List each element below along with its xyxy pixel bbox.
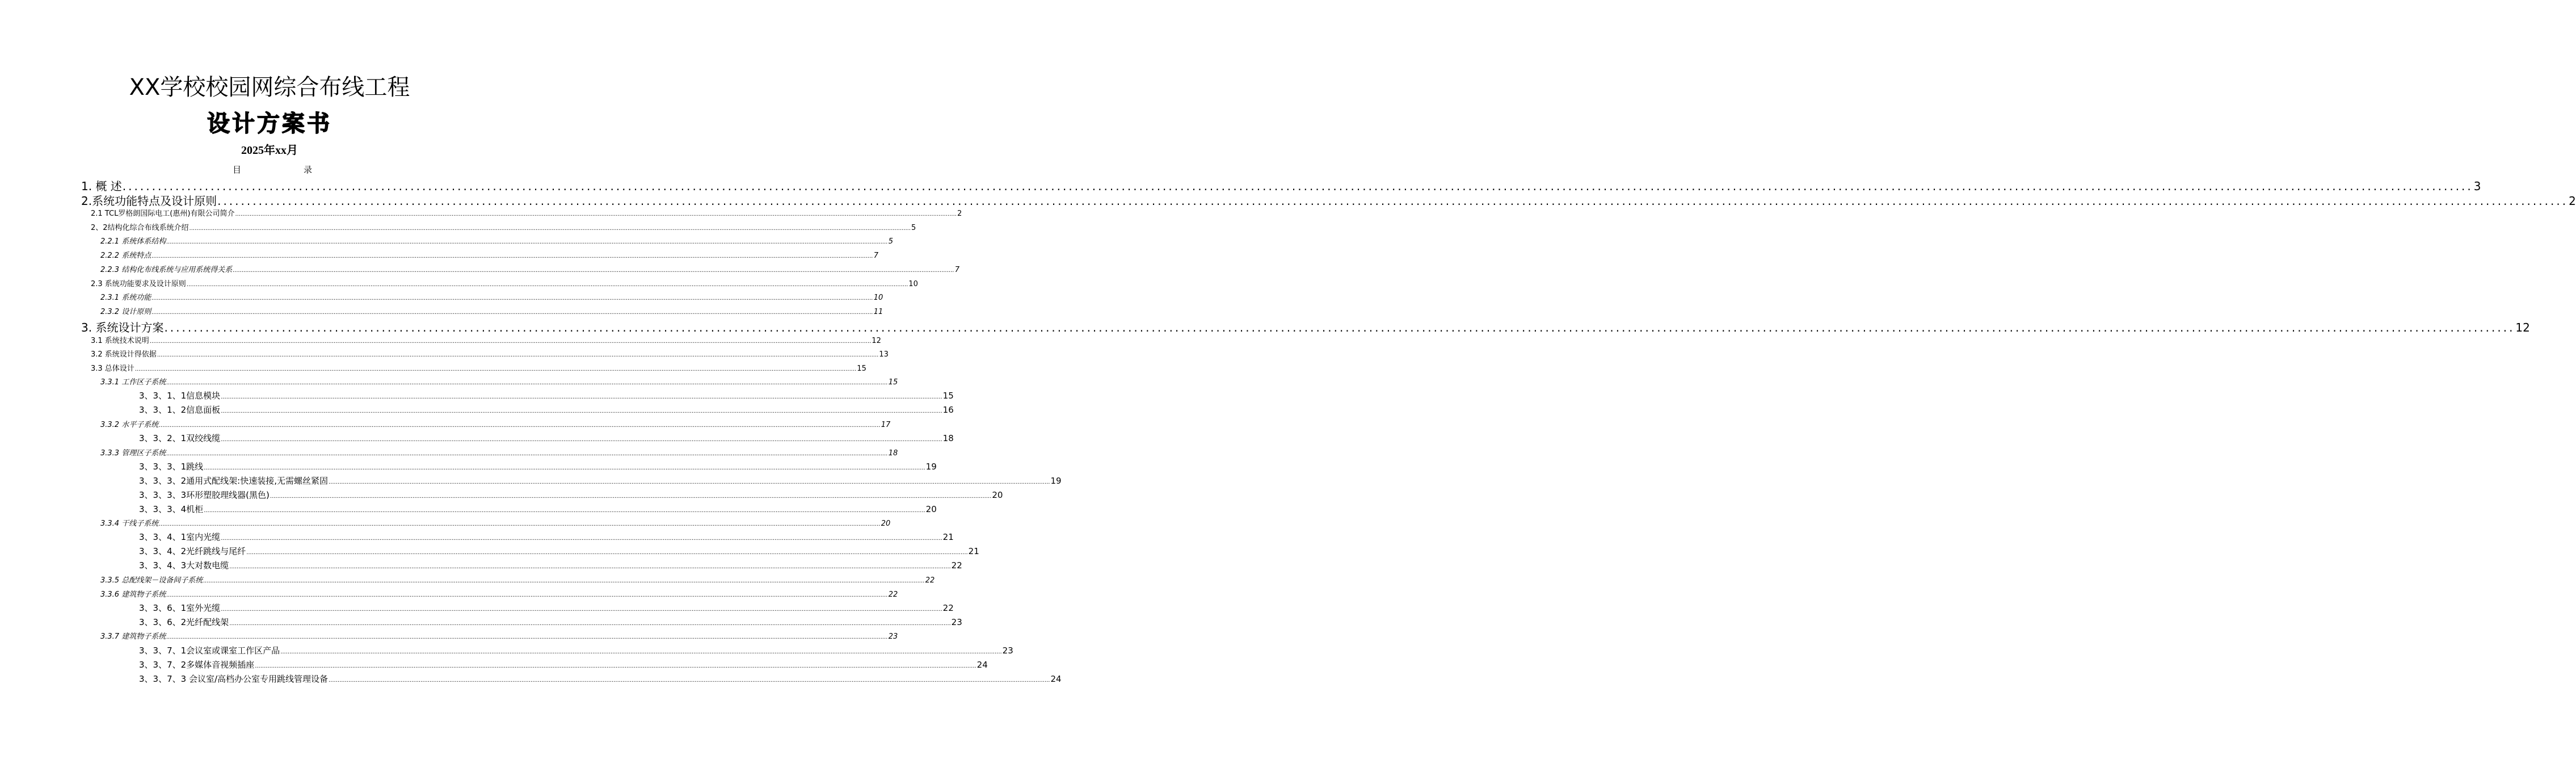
document-date: 2025年xx月 [241,144,298,157]
toc-entry-page: 12 [872,337,881,345]
toc-entry[interactable] [100,305,883,317]
toc-entry-page: 24 [1050,674,1062,684]
toc-entry[interactable] [91,221,916,233]
toc-entry-page: 23 [1002,645,1013,656]
toc-leader-dots: ................................................................................................................................................................................................................................................................................................................................................................................................................ [229,621,951,627]
toc-leader-dots: ................................................................................................................................................................................................................................................................................................................................................................................................................ [166,592,888,598]
toc-entry-label: 3、3、7、2多媒体音视频插座 [139,660,255,670]
toc-entry[interactable] [100,418,891,430]
toc-leader-dots: ................................................................................................................................................................................................................................................................................................................................................................................................................ [164,321,2515,334]
toc-leader-dots: ................................................................................................................................................................................................................................................................................................................................................................................................................ [204,465,925,471]
toc-entry[interactable] [91,207,962,219]
toc-leader-dots: ................................................................................................................................................................................................................................................................................................................................................................................................................ [221,394,942,400]
toc-entry-page: 22 [888,590,898,599]
toc-leader-dots: ................................................................................................................................................................................................................................................................................................................................................................................................................ [221,535,942,542]
toc-entry-label: 1. 概 述 [81,179,122,193]
toc-entry[interactable] [139,602,954,614]
toc-entry-label: 2.3.1 系统功能 [100,294,151,302]
toc-entry-page: 18 [942,433,954,443]
toc-entry-label: 3、3、7、1会议室或课室工作区产品 [139,645,280,656]
toc-entry-page: 15 [888,378,898,387]
toc-entry-page: 2 [957,209,962,218]
toc-leader-dots: ................................................................................................................................................................................................................................................................................................................................................................................................................ [189,225,911,232]
toc-entry[interactable] [100,263,959,275]
toc-entry-label: 3、3、2、1双绞线缆 [139,433,221,443]
toc-entry-label: 3.3.4 干线子系统 [100,519,159,528]
toc-entry[interactable] [100,249,878,261]
toc-entry-page: 10 [873,294,883,302]
toc-entry-label: 3、3、7、3 会议室/高档办公室专用跳线管理设备 [139,674,328,684]
toc-entry-page: 23 [951,617,962,627]
toc-leader-dots: ................................................................................................................................................................................................................................................................................................................................................................................................................ [159,521,881,527]
toc-entry-label: 3、3、4、2光纤跳线与尾纤 [139,546,246,556]
toc-entry-page: 2 [2569,194,2576,208]
toc-entry-page: 20 [992,490,1003,500]
toc-entry-label: 2、2结构化综合布线系统介绍 [91,224,189,232]
toc-entry[interactable] [139,389,954,402]
toc-entry[interactable] [91,334,881,346]
toc-leader-dots: ................................................................................................................................................................................................................................................................................................................................................................................................................ [151,309,873,316]
document-title: XX学校校园网综合布线工程 [129,74,410,100]
toc-entry-label: 2.3.2 设计原则 [100,308,151,316]
toc-entry-page: 15 [942,391,954,401]
toc-leader-dots: ................................................................................................................................................................................................................................................................................................................................................................................................................ [255,663,976,669]
toc-entry-label: 3、3、4、3大对数电缆 [139,560,229,571]
toc-leader-dots: ................................................................................................................................................................................................................................................................................................................................................................................................................ [221,408,942,414]
toc-entry[interactable] [100,291,883,303]
toc-leader-dots: ................................................................................................................................................................................................................................................................................................................................................................................................................ [122,179,2473,193]
toc-leader-dots: ................................................................................................................................................................................................................................................................................................................................................................................................................ [157,352,879,358]
toc-entry[interactable] [139,460,937,473]
toc-entry[interactable] [139,503,937,515]
toc-leader-dots: ................................................................................................................................................................................................................................................................................................................................................................................................................ [280,649,1002,655]
toc-leader-dots: ................................................................................................................................................................................................................................................................................................................................................................................................................ [186,282,908,288]
toc-entry-page: 22 [942,603,954,613]
toc-leader-dots: ................................................................................................................................................................................................................................................................................................................................................................................................................ [166,380,888,386]
toc-entry-label: 3.3.1 工作区子系统 [100,378,166,387]
toc-leader-dots: ................................................................................................................................................................................................................................................................................................................................................................................................................ [329,479,1050,485]
toc-entry[interactable] [139,531,954,543]
toc-entry[interactable] [139,475,1062,487]
toc-entry-page: 22 [925,576,935,585]
toc-leader-dots: ................................................................................................................................................................................................................................................................................................................................................................................................................ [204,508,925,514]
toc-entry-page: 20 [881,519,891,528]
toc-entry-label: 3.3.6 建筑物子系统 [100,590,166,599]
toc-entry-label: 2.1 TCL罗格朗国际电工(惠州)有限公司简介 [91,209,235,218]
toc-entry-page: 21 [942,532,954,542]
toc-entry-label: 3.3.7 建筑物子系统 [100,632,166,641]
toc-leader-dots: ................................................................................................................................................................................................................................................................................................................................................................................................................ [270,493,992,500]
toc-heading-char-1: 目 [233,165,242,175]
toc-entry[interactable] [100,447,898,458]
toc-leader-dots: ................................................................................................................................................................................................................................................................................................................................................................................................................ [149,338,872,345]
toc-entry-page: 11 [873,308,883,316]
toc-entry[interactable] [91,348,889,359]
toc-entry-label: 2.2.2 系统特点 [100,251,151,260]
toc-entry[interactable] [100,574,935,585]
toc-leader-dots: ................................................................................................................................................................................................................................................................................................................................................................................................................ [233,267,954,274]
toc-entry[interactable] [139,644,1013,657]
toc-entry-label: 3、3、3、4机柜 [139,504,204,514]
toc-leader-dots: ................................................................................................................................................................................................................................................................................................................................................................................................................ [217,194,2569,208]
toc-entry-page: 19 [1050,476,1062,486]
toc-entry[interactable] [91,362,866,374]
toc-entry-label: 3、3、3、2通用式配线架:快速装接,无需螺丝紧固 [139,476,328,486]
toc-entry-label: 3.3.2 水平子系统 [100,421,159,429]
toc-entry[interactable] [139,559,962,572]
toc-entry[interactable] [139,489,1003,501]
toc-entry-page: 5 [888,237,893,246]
toc-entry[interactable] [139,545,979,557]
toc-leader-dots: ................................................................................................................................................................................................................................................................................................................................................................................................................ [221,606,942,613]
toc-entry-label: 3、3、6、2光纤配线架 [139,617,229,627]
toc-entry-page: 20 [925,504,937,514]
toc-heading-char-2: 录 [303,165,312,175]
toc-entry-label: 3、3、3、1跳线 [139,462,204,472]
toc-heading [233,164,312,175]
toc-leader-dots: ................................................................................................................................................................................................................................................................................................................................................................................................................ [134,366,857,372]
toc-entry-label: 3、3、4、1室内光缆 [139,532,221,542]
toc-entry-label: 3.1 系统技术说明 [91,337,149,345]
toc-entry-label: 3、3、1、2信息面板 [139,405,221,415]
toc-leader-dots: ................................................................................................................................................................................................................................................................................................................................................................................................................ [166,451,888,457]
toc-entry[interactable] [100,630,898,642]
toc-entry[interactable] [139,616,962,628]
toc-entry-page: 17 [881,421,891,429]
toc-leader-dots: ................................................................................................................................................................................................................................................................................................................................................................................................................ [166,634,888,640]
toc-entry[interactable] [139,659,988,671]
toc-entry[interactable] [91,278,918,289]
toc-entry-label: 2.2.1 系统体系结构 [100,237,166,246]
toc-entry-page: 22 [951,560,962,571]
toc-entry-label: 3、3、1、1信息模块 [139,391,221,401]
toc-entry-page: 18 [888,449,898,458]
toc-entry-label: 3.3.5 总配线架－设备间子系统 [100,576,203,585]
toc-entry-page: 13 [879,350,889,359]
toc-entry-page: 23 [888,632,898,641]
toc-entry[interactable] [81,318,2530,334]
toc-entry-page: 10 [908,280,918,288]
toc-entry-page: 19 [925,462,937,472]
toc-leader-dots: ................................................................................................................................................................................................................................................................................................................................................................................................................ [203,578,925,584]
toc-leader-dots: ................................................................................................................................................................................................................................................................................................................................................................................................................ [229,564,951,570]
toc-entry-page: 7 [954,266,959,274]
toc-entry-label: 2.2.3 结构化布线系统与应用系统得关系 [100,266,233,274]
toc-entry-label: 3.3.3 管理区子系统 [100,449,166,458]
toc-leader-dots: ................................................................................................................................................................................................................................................................................................................................................................................................................ [221,437,942,443]
toc-entry-page: 3 [2473,179,2481,193]
toc-leader-dots: ................................................................................................................................................................................................................................................................................................................................................................................................................ [329,677,1050,684]
toc-leader-dots: ................................................................................................................................................................................................................................................................................................................................................................................................................ [151,253,873,259]
toc-entry[interactable] [139,673,1062,685]
toc-entry[interactable] [139,404,954,416]
toc-leader-dots: ................................................................................................................................................................................................................................................................................................................................................................................................................ [166,239,888,245]
toc-entry-label: 3.3 总体设计 [91,364,134,373]
toc-entry[interactable] [81,177,2481,193]
toc-entry-page: 5 [911,224,916,232]
toc-entry-label: 2.3 系统功能要求及设计原则 [91,280,186,288]
toc-entry[interactable] [100,376,898,387]
toc-leader-dots: ................................................................................................................................................................................................................................................................................................................................................................................................................ [151,295,873,301]
toc-entry-page: 24 [976,660,988,670]
toc-entry[interactable] [139,432,954,445]
toc-entry-page: 16 [942,405,954,415]
toc-leader-dots: ................................................................................................................................................................................................................................................................................................................................................................................................................ [235,211,957,217]
toc-entry-label: 3、3、3、3环形塑胶理线器(黑色) [139,490,270,500]
toc-entry-label: 3、3、6、1室外光缆 [139,603,221,613]
toc-entry[interactable] [100,588,898,600]
toc-entry-label: 2.系统功能特点及设计原则 [81,194,217,208]
toc-entry-page: 21 [968,546,979,556]
toc-leader-dots: ................................................................................................................................................................................................................................................................................................................................................................................................................ [246,550,968,556]
toc-entry-label: 3.2 系统设计得依据 [91,350,157,359]
toc-entry[interactable] [100,235,893,246]
toc-leader-dots: ................................................................................................................................................................................................................................................................................................................................................................................................................ [159,422,881,429]
toc-entry-page: 12 [2515,321,2530,334]
toc-entry-page: 15 [857,364,866,373]
toc-entry[interactable] [100,517,891,529]
toc-entry-page: 7 [873,251,878,260]
document-subtitle: 设计方案书 [207,111,332,137]
toc-entry-label: 3. 系统设计方案 [81,321,164,334]
toc-entry[interactable] [81,192,2576,208]
